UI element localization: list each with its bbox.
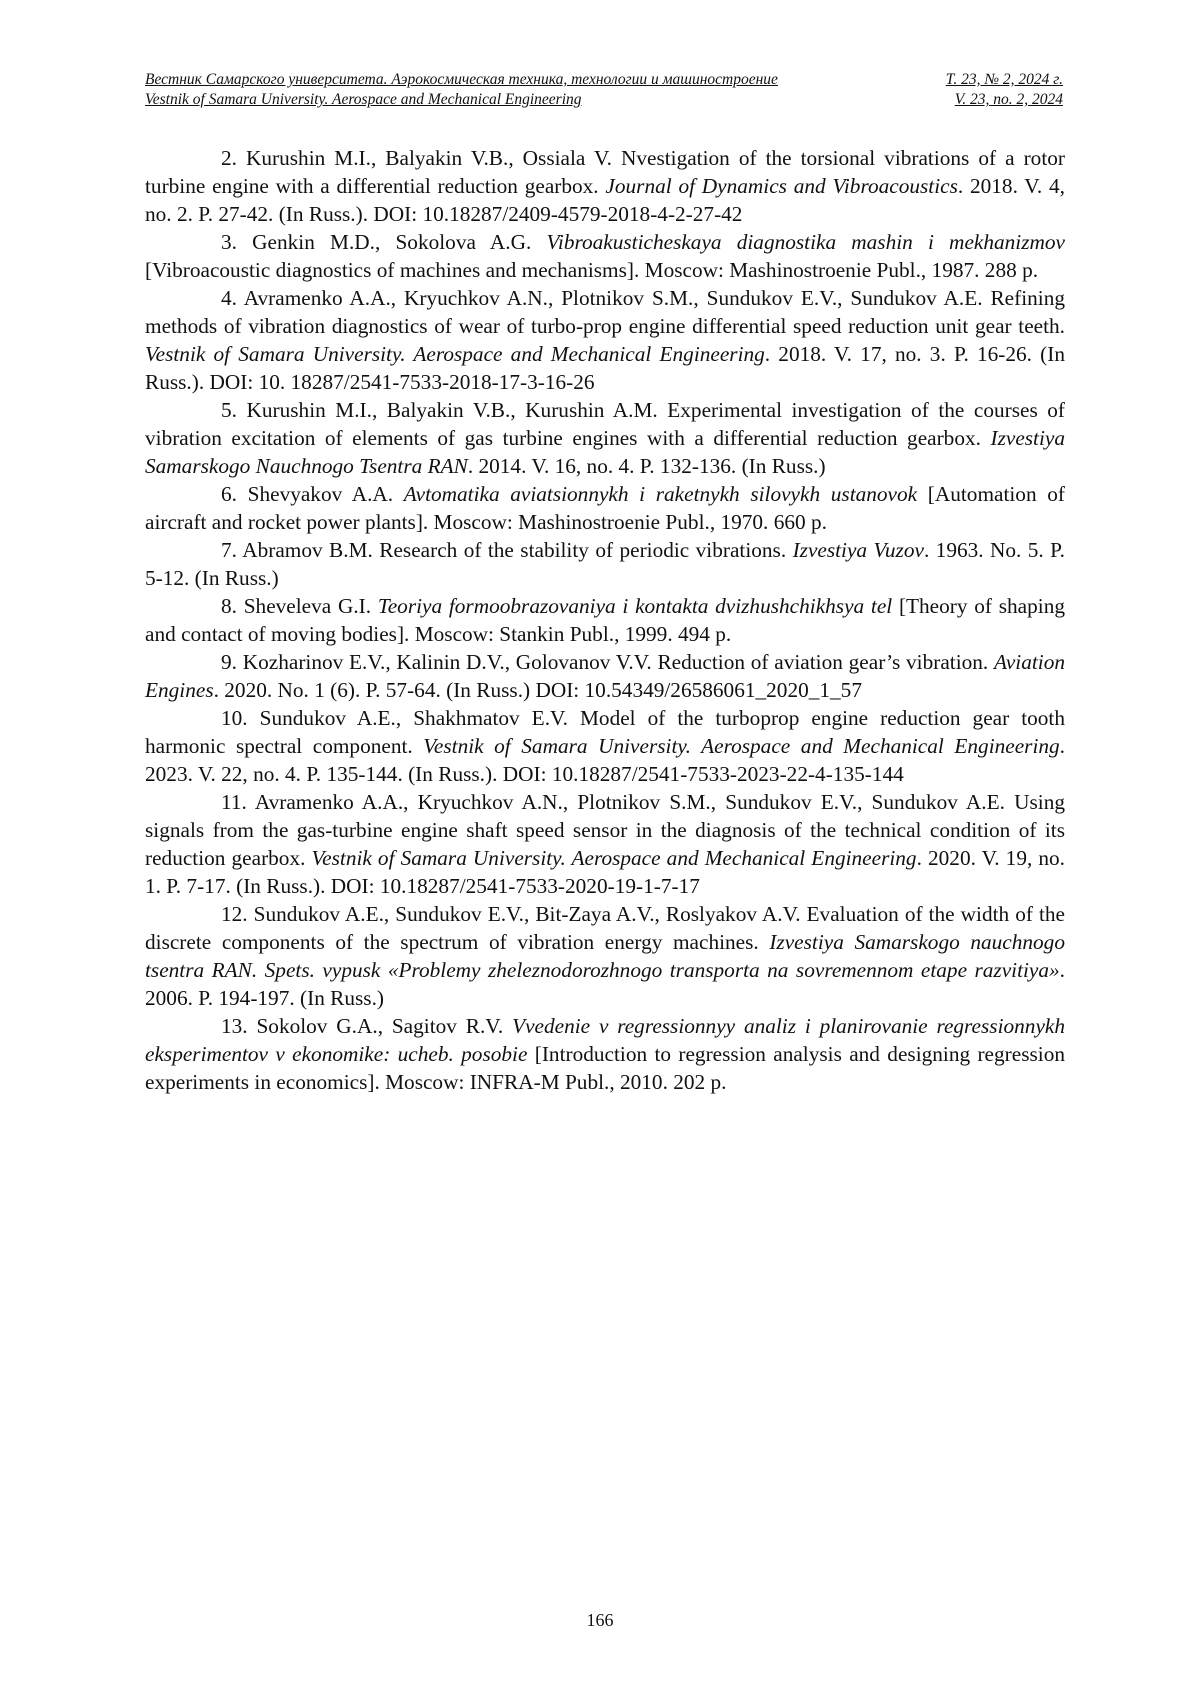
header-row-english	[145, 90, 1063, 110]
reference-item: 10. Sundukov A.E., Shakhmatov E.V. Model of the turboprop engine reduction gear tooth harmonic spectral component. Vestnik of Samara University. Aerospace and Mechanical Engineering. 2023. V. 22, no. 4. P. 135-144. (In Russ.). DOI: 10.18287/2541-7533-2023-22-4-135-144	[145, 704, 1065, 788]
reference-item: 7. Abramov B.M. Research of the stability of periodic vibrations. Izvestiya Vuzov. 1963. No. 5. P. 5-12. (In Russ.)	[145, 536, 1065, 592]
journal-title-english: Vestnik of Samara University. Aerospace and Mechanical Engineering	[145, 90, 582, 110]
volume-issue-russian: Т. 23, № 2, 2024 г.	[946, 70, 1063, 90]
reference-item: 9. Kozharinov E.V., Kalinin D.V., Golovanov V.V. Reduction of aviation gear’s vibration. Aviation Engines. 2020. No. 1 (6). P. 57-64. (In Russ.) DOI: 10.54349/26586061_2020_1_57	[145, 648, 1065, 704]
reference-item: 4. Avramenko A.A., Kryuchkov A.N., Plotnikov S.M., Sundukov E.V., Sundukov A.E. Refining methods of vibration diagnostics of wear of turbo-prop engine differential speed reduction unit gear teeth. Vestnik of Samara University. Aerospace and Mechanical Engineering. 2018. V. 17, no. 3. P. 16-26. (In Russ.). DOI: 10. 18287/2541-7533-2018-17-3-16-26	[145, 284, 1065, 396]
reference-item: 3. Genkin M.D., Sokolova A.G. Vibroakusticheskaya diagnostika mashin i mekhanizmov [Vibroacoustic diagnostics of machines and mechanisms]. Moscow: Mashinostroenie Publ., 1987. 288 p.	[145, 228, 1065, 284]
volume-issue-english: V. 23, no. 2, 2024	[955, 90, 1063, 110]
reference-list	[145, 144, 1065, 1096]
running-header	[145, 70, 1063, 110]
reference-item: 8. Sheveleva G.I. Teoriya formoobrazovaniya i kontakta dvizhushchikhsya tel [Theory of shaping and contact of moving bodies]. Moscow: Stankin Publ., 1999. 494 p.	[145, 592, 1065, 648]
header-row-russian	[145, 70, 1063, 90]
reference-item: 5. Kurushin M.I., Balyakin V.B., Kurushin A.M. Experimental investigation of the courses of vibration excitation of elements of gas turbine engines with a differential reduction gearbox. Izvestiya Samarskogo Nauchnogo Tsentra RAN. 2014. V. 16, no. 4. P. 132-136. (In Russ.)	[145, 396, 1065, 480]
reference-item: 13. Sokolov G.A., Sagitov R.V. Vvedenie v regressionnyy analiz i planirovanie regressionnykh eksperimentov v ekonomike: ucheb. posobie [Introduction to regression analysis and designing regression experiments in economics]. Moscow: INFRA-M Publ., 2010. 202 p.	[145, 1012, 1065, 1096]
journal-title-russian: Вестник Самарского университета. Аэрокосмическая техника, технологии и машиностроение	[145, 70, 778, 90]
page-number: 166	[0, 1610, 1200, 1631]
reference-item: 2. Kurushin M.I., Balyakin V.B., Ossiala V. Nvestigation of the torsional vibrations of a rotor turbine engine with a differential reduction gearbox. Journal of Dynamics and Vibroacoustics. 2018. V. 4, no. 2. P. 27-42. (In Russ.). DOI: 10.18287/2409-4579-2018-4-2-27-42	[145, 144, 1065, 228]
reference-item: 11. Avramenko A.A., Kryuchkov A.N., Plotnikov S.M., Sundukov E.V., Sundukov A.E. Using signals from the gas-turbine engine shaft speed sensor in the diagnosis of the technical condition of its reduction gearbox. Vestnik of Samara University. Aerospace and Mechanical Engineering. 2020. V. 19, no. 1. P. 7-17. (In Russ.). DOI: 10.18287/2541-7533-2020-19-1-7-17	[145, 788, 1065, 900]
reference-item: 6. Shevyakov A.A. Avtomatika aviatsionnykh i raketnykh silovykh ustanovok [Automation of aircraft and rocket power plants]. Moscow: Mashinostroenie Publ., 1970. 660 p.	[145, 480, 1065, 536]
reference-item: 12. Sundukov A.E., Sundukov E.V., Bit-Zaya A.V., Roslyakov A.V. Evaluation of the width of the discrete components of the spectrum of vibration energy machines. Izvestiya Samarskogo nauchnogo tsentra RAN. Spets. vypusk «Problemy zheleznodorozhnogo transporta na sovremennom etape razvitiya». 2006. P. 194-197. (In Russ.)	[145, 900, 1065, 1012]
